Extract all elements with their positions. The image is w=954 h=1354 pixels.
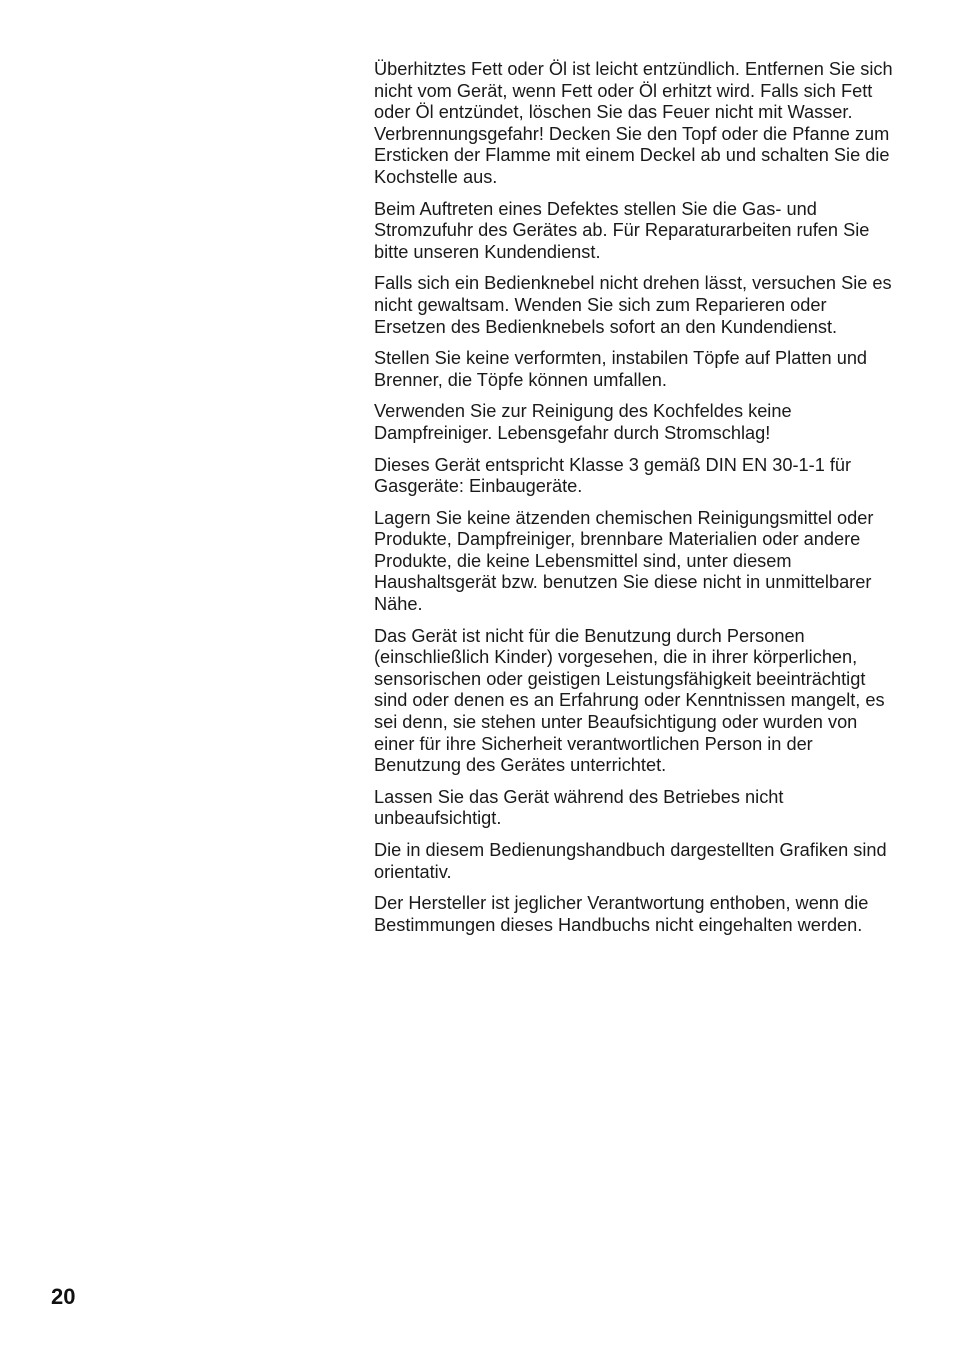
paragraph-user-restrictions: Das Gerät ist nicht für die Benutzung durch Personen (einschließlich Kinder) vorgesehen, die in ihrer körperlichen, sensorischen oder geistigen Leistungsfähigkeit beeinträchtigt sind oder denen es an Erfahrung oder Kenntnissen mangelt, es sei denn, sie stehen unter Beaufsichtigung oder wurden von einer für ihre Sicherheit verantwortlichen Person in der Benutzung des Gerätes unterrichtet.: [374, 625, 885, 776]
safety-text-column: [374, 59, 902, 946]
page-number: 20: [51, 1284, 76, 1309]
paragraph-steam-cleaner: Verwenden Sie zur Reinigung des Kochfeldes keine Dampfreiniger. Lebensgefahr durch Stromschlag!: [374, 401, 792, 443]
paragraph-supervision: Lassen Sie das Gerät während des Betriebes nicht unbeaufsichtigt.: [374, 786, 784, 829]
paragraph-graphics-note: Die in diesem Bedienungshandbuch dargestellten Grafiken sind orientativ.: [374, 840, 887, 882]
paragraph-hot-fat-warning: Überhitztes Fett oder Öl ist leicht entzündlich. Entfernen Sie sich nicht vom Gerät, wenn Fett oder Öl erhitzt wird. Falls sich Fett oder Öl entzündet, löschen Sie das Feuer nicht mit Wasser. Verbrennungsgefahr! Decken Sie den Topf oder die Pfanne zum Ersticken der Flamme mit einem Deckel ab und schalten Sie die Kochstelle aus.: [374, 59, 893, 187]
paragraph-appliance-class: Dieses Gerät entspricht Klasse 3 gemäß DIN EN 30-1-1 für Gasgeräte: Einbaugeräte.: [374, 454, 852, 497]
paragraph-control-knob: Falls sich ein Bedienknebel nicht drehen lässt, versuchen Sie es nicht gewaltsam. Wenden Sie sich zum Reparieren oder Ersetzen des Bedienknebels sofort an den Kundendienst.: [374, 273, 892, 337]
paragraph-liability: Der Hersteller ist jeglicher Verantwortung enthoben, wenn die Bestimmungen dieses Handbuchs nicht eingehalten werden.: [374, 893, 869, 935]
paragraph-defect-shutoff: Beim Auftreten eines Defektes stellen Sie die Gas- und Stromzufuhr des Gerätes ab. Für Reparaturarbeiten rufen Sie bitte unseren Kundendienst.: [374, 198, 870, 262]
paragraph-unstable-pots: Stellen Sie keine verformten, instabilen Töpfe auf Platten und Brenner, die Töpfe können umfallen.: [374, 348, 868, 390]
paragraph-storage-warning: Lagern Sie keine ätzenden chemischen Reinigungsmittel oder Produkte, Dampfreiniger, brennbare Materialien oder andere Produkte, die keine Lebensmittel sind, unter diesem Haushaltsgerät bzw. benutzen Sie diese nicht in unmittelbarer Nähe.: [374, 507, 874, 615]
